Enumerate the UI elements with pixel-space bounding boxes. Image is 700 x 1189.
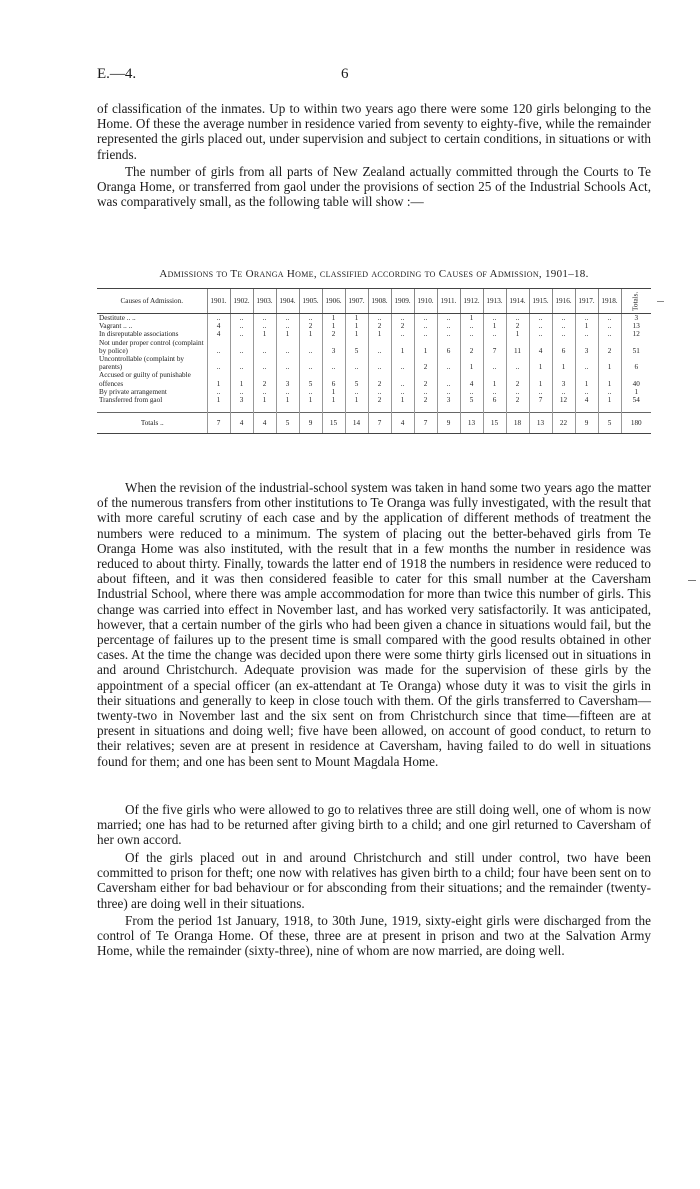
- year-total-cell: 13: [529, 413, 552, 434]
- value-cell: 6: [552, 339, 575, 355]
- value-cell: ..: [391, 314, 414, 323]
- value-cell: 1: [529, 371, 552, 387]
- value-cell: 5: [345, 371, 368, 387]
- value-cell: ..: [207, 339, 230, 355]
- year-column-header: 1908.: [368, 289, 391, 314]
- year-column-header: 1913.: [483, 289, 506, 314]
- value-cell: 1: [299, 396, 322, 404]
- year-total-cell: 9: [575, 413, 598, 434]
- value-cell: ..: [253, 314, 276, 323]
- year-total-cell: 9: [437, 413, 460, 434]
- year-total-cell: 7: [207, 413, 230, 434]
- value-cell: 1: [207, 371, 230, 387]
- value-cell: ..: [437, 388, 460, 396]
- value-cell: 4: [207, 322, 230, 330]
- value-cell: 1: [322, 314, 345, 323]
- value-cell: ..: [207, 388, 230, 396]
- value-cell: ..: [598, 314, 621, 323]
- value-cell: ..: [460, 388, 483, 396]
- value-cell: 1: [598, 355, 621, 371]
- value-cell: 1: [575, 322, 598, 330]
- value-cell: 2: [506, 371, 529, 387]
- value-cell: ..: [253, 355, 276, 371]
- totals-row: [97, 413, 651, 434]
- value-cell: ..: [529, 322, 552, 330]
- year-total-cell: 7: [368, 413, 391, 434]
- value-cell: ..: [276, 314, 299, 323]
- row-total-cell: 3: [621, 314, 651, 323]
- value-cell: ..: [575, 355, 598, 371]
- value-cell: 12: [552, 396, 575, 404]
- value-cell: ..: [552, 330, 575, 338]
- value-cell: ..: [414, 314, 437, 323]
- value-cell: ..: [368, 388, 391, 396]
- value-cell: ..: [345, 388, 368, 396]
- value-cell: ..: [575, 314, 598, 323]
- table-caption: Admissions to Te Oranga Home, classified according to Causes of Admission, 1901–18.: [159, 268, 589, 280]
- cause-cell: Destitute .. ..: [99, 314, 136, 322]
- year-total-cell: 18: [506, 413, 529, 434]
- cause-cell: Not under proper control (complaint by police): [99, 338, 204, 355]
- value-cell: ..: [299, 388, 322, 396]
- value-cell: 5: [299, 371, 322, 387]
- value-cell: 6: [322, 371, 345, 387]
- paragraph-classification: of classification of the inmates. Up to within two years ago there were some 120 girls belonging to the Home. Of these the average number in residence varied from seventy to eighty-five, while the remainder represented the girls placed out, under supervision and subject to certain conditions, in situations or with friends.: [97, 101, 651, 162]
- value-cell: ..: [230, 355, 253, 371]
- year-column-header: 1916.: [552, 289, 575, 314]
- value-cell: ..: [253, 322, 276, 330]
- value-cell: 1: [391, 339, 414, 355]
- value-cell: 2: [391, 322, 414, 330]
- table-spacer-row: [97, 404, 651, 413]
- value-cell: 3: [437, 396, 460, 404]
- value-cell: ..: [414, 388, 437, 396]
- value-cell: 1: [345, 314, 368, 323]
- paragraph-revision: When the revision of the industrial-school system was taken in hand some two years ago the matter of the numerous transfers from other institutions to Te Oranga was fully investigated, with the result that with more careful scrutiny of each case and by the application of different methods of treatment the numbers were reduced to a minimum. The system of placing out the better-behaved girls from Te Oranga Home was also instituted, with the result that in a few months the number in residence was reduced to about thirty. Finally, towards the latter end of 1918 the numbers in residence were reduced to about fifteen, and it was then considered feasible to cater for this small number at the Caversham Industrial School, where there was ample accommodation for more than twice this number of girls. This change was carried into effect in November last, and has worked very satisfactorily. It was anticipated, however, that a certain number of the girls who had been given a chance in situations would fail, but the percentage of failures up to the present time is small compared with the good results obtained in other cases. At the time the change was decided upon there were some thirty girls licensed out in situations in and around Christchurch. Adequate provision was made for the supervision of these girls by the appointment of a special officer (an ex-attendant at Te Oranga) whose duty it was to visit the girls in their situations and generally to keep in close touch with them. Of the girls transferred to Caversham—twenty-two in November last and the six sent on from Christchurch since that time—fifteen are at present in situations and doing well; five have been allowed, on account of good conduct, to return to their relatives; seven are at present in residence at Caversham, having failed to do well in situations found for them; and one has been sent to Mount Magdala Home.: [97, 480, 651, 769]
- value-cell: 4: [207, 330, 230, 338]
- value-cell: 1: [253, 396, 276, 404]
- value-cell: ..: [437, 330, 460, 338]
- value-cell: 7: [483, 339, 506, 355]
- value-cell: 1: [345, 396, 368, 404]
- value-cell: 3: [552, 371, 575, 387]
- value-cell: ..: [414, 322, 437, 330]
- paragraph-committed-girls: The number of girls from all parts of New Zealand actually committed through the Courts to Te Oranga Home, or transferred from gaol under the provisions of section 25 of the Industrial Schools Act, was comparatively small, as the following table will show :—: [97, 164, 651, 210]
- cause-cell: Uncontrollable (complaint by parents): [99, 355, 185, 372]
- year-column-header: 1917.: [575, 289, 598, 314]
- year-column-header: 1911.: [437, 289, 460, 314]
- year-column-header: 1907.: [345, 289, 368, 314]
- year-column-header: 1910.: [414, 289, 437, 314]
- value-cell: 1: [276, 396, 299, 404]
- value-cell: ..: [322, 355, 345, 371]
- value-cell: ..: [437, 322, 460, 330]
- value-cell: ..: [391, 388, 414, 396]
- value-cell: ..: [253, 388, 276, 396]
- value-cell: ..: [368, 355, 391, 371]
- value-cell: ..: [575, 330, 598, 338]
- value-cell: 1: [230, 371, 253, 387]
- page-number: 6: [341, 66, 349, 82]
- value-cell: ..: [437, 371, 460, 387]
- year-column-header: 1901.: [207, 289, 230, 314]
- value-cell: 2: [368, 322, 391, 330]
- value-cell: 6: [437, 339, 460, 355]
- value-cell: 2: [322, 330, 345, 338]
- value-cell: ..: [598, 330, 621, 338]
- value-cell: 1: [322, 388, 345, 396]
- value-cell: ..: [529, 388, 552, 396]
- year-total-cell: 9: [299, 413, 322, 434]
- value-cell: ..: [391, 371, 414, 387]
- value-cell: 11: [506, 339, 529, 355]
- value-cell: ..: [368, 314, 391, 323]
- cause-cell: Accused or guilty of punishable offences: [99, 371, 191, 388]
- paragraph-christchurch: Of the girls placed out in and around Christchurch and still under control, two have been committed to prison for theft; one now with relatives has given birth to a child; four have been sent on to Caversham either for bad behaviour or for absconding from their situations; and the remainder (twenty-three) are doing well in their situations.: [97, 850, 651, 911]
- value-cell: ..: [299, 314, 322, 323]
- value-cell: ..: [230, 339, 253, 355]
- value-cell: 2: [460, 339, 483, 355]
- year-column-header: 1914.: [506, 289, 529, 314]
- value-cell: 3: [575, 339, 598, 355]
- value-cell: ..: [276, 322, 299, 330]
- year-total-cell: 5: [276, 413, 299, 434]
- table-row: [97, 322, 651, 330]
- value-cell: 1: [575, 371, 598, 387]
- value-cell: 1: [483, 322, 506, 330]
- value-cell: 2: [414, 371, 437, 387]
- value-cell: 1: [345, 322, 368, 330]
- value-cell: ..: [598, 322, 621, 330]
- value-cell: 4: [529, 339, 552, 355]
- value-cell: ..: [552, 388, 575, 396]
- year-column-header: 1903.: [253, 289, 276, 314]
- document-reference: E.—4.: [97, 66, 137, 82]
- year-column-header: 1912.: [460, 289, 483, 314]
- value-cell: ..: [299, 339, 322, 355]
- year-total-cell: 15: [322, 413, 345, 434]
- table-row: [97, 330, 651, 338]
- row-total-cell: 51: [621, 339, 651, 355]
- value-cell: ..: [414, 330, 437, 338]
- value-cell: 3: [276, 371, 299, 387]
- value-cell: ..: [276, 355, 299, 371]
- value-cell: ..: [460, 330, 483, 338]
- value-cell: ..: [529, 314, 552, 323]
- value-cell: 5: [460, 396, 483, 404]
- value-cell: ..: [299, 355, 322, 371]
- value-cell: 1: [460, 314, 483, 323]
- value-cell: ..: [483, 314, 506, 323]
- value-cell: 1: [529, 355, 552, 371]
- value-cell: ..: [391, 330, 414, 338]
- totals-label: Totals ..: [97, 413, 207, 434]
- cause-cell: Transferred from gaol: [99, 396, 163, 405]
- value-cell: ..: [575, 388, 598, 396]
- year-column-header: 1909.: [391, 289, 414, 314]
- value-cell: ..: [391, 355, 414, 371]
- table-row: [97, 388, 651, 396]
- value-cell: 1: [598, 396, 621, 404]
- value-cell: ..: [230, 388, 253, 396]
- year-total-cell: 7: [414, 413, 437, 434]
- year-total-cell: 5: [598, 413, 621, 434]
- value-cell: ..: [437, 355, 460, 371]
- value-cell: 1: [299, 330, 322, 338]
- value-cell: 5: [345, 339, 368, 355]
- year-total-cell: 15: [483, 413, 506, 434]
- table-row: [97, 314, 651, 323]
- value-cell: 1: [506, 330, 529, 338]
- year-total-cell: 22: [552, 413, 575, 434]
- value-cell: ..: [598, 388, 621, 396]
- value-cell: ..: [506, 314, 529, 323]
- value-cell: ..: [345, 355, 368, 371]
- cause-cell: By private arrangement: [99, 387, 167, 396]
- value-cell: ..: [460, 322, 483, 330]
- value-cell: ..: [368, 339, 391, 355]
- value-cell: 1: [414, 339, 437, 355]
- value-cell: 2: [506, 396, 529, 404]
- year-column-header: 1902.: [230, 289, 253, 314]
- value-cell: 1: [483, 371, 506, 387]
- year-total-cell: 14: [345, 413, 368, 434]
- value-cell: ..: [552, 314, 575, 323]
- cause-cell: Vagrant .. ..: [99, 322, 133, 331]
- year-column-header: 1905.: [299, 289, 322, 314]
- value-cell: 2: [368, 396, 391, 404]
- paragraph-discharged: From the period 1st January, 1918, to 30th June, 1919, sixty-eight girls were discharged from the control of Te Oranga Home. Of these, three are at present in prison and two at the Salvation Army Home, while the remainder (sixty-three), nine of whom are now married, are doing well.: [97, 913, 651, 959]
- margin-mark: [688, 580, 696, 581]
- value-cell: 1: [322, 322, 345, 330]
- row-total-cell: 13: [621, 322, 651, 330]
- row-total-cell: 1: [621, 388, 651, 396]
- year-total-cell: 4: [253, 413, 276, 434]
- value-cell: 4: [575, 396, 598, 404]
- margin-mark: [657, 301, 664, 302]
- value-cell: 2: [506, 322, 529, 330]
- row-total-cell: 6: [621, 355, 651, 371]
- value-cell: ..: [230, 330, 253, 338]
- value-cell: ..: [552, 322, 575, 330]
- value-cell: ..: [483, 330, 506, 338]
- value-cell: 2: [414, 355, 437, 371]
- value-cell: ..: [207, 314, 230, 323]
- year-total-cell: 13: [460, 413, 483, 434]
- value-cell: 4: [460, 371, 483, 387]
- value-cell: 2: [414, 396, 437, 404]
- value-cell: 1: [253, 330, 276, 338]
- value-cell: 2: [299, 322, 322, 330]
- value-cell: 1: [345, 330, 368, 338]
- value-cell: 2: [598, 339, 621, 355]
- value-cell: 3: [230, 396, 253, 404]
- value-cell: ..: [276, 339, 299, 355]
- value-cell: ..: [483, 355, 506, 371]
- row-total-cell: 12: [621, 330, 651, 338]
- value-cell: 1: [207, 396, 230, 404]
- cause-cell: In disreputable associations: [99, 330, 179, 339]
- value-cell: ..: [276, 388, 299, 396]
- value-cell: ..: [230, 314, 253, 323]
- value-cell: ..: [230, 322, 253, 330]
- paragraph-relatives: Of the five girls who were allowed to go to relatives three are still doing well, one of whom is now married; one has had to be returned after giving birth to a child; and one girl returned to Caversham of her own accord.: [97, 802, 651, 848]
- value-cell: 1: [276, 330, 299, 338]
- value-cell: ..: [529, 330, 552, 338]
- row-total-cell: 40: [621, 371, 651, 387]
- year-column-header: 1906.: [322, 289, 345, 314]
- value-cell: ..: [483, 388, 506, 396]
- value-cell: 2: [253, 371, 276, 387]
- value-cell: 1: [368, 330, 391, 338]
- value-cell: 2: [368, 371, 391, 387]
- totals-column-header: Totals.: [621, 289, 651, 314]
- value-cell: 1: [552, 355, 575, 371]
- value-cell: 7: [529, 396, 552, 404]
- year-total-cell: 4: [391, 413, 414, 434]
- table-row: [97, 371, 651, 387]
- grand-total-cell: 180: [621, 413, 651, 434]
- cause-column-header: Causes of Admission.: [97, 289, 207, 314]
- value-cell: ..: [253, 339, 276, 355]
- row-total-cell: 54: [621, 396, 651, 404]
- year-total-cell: 4: [230, 413, 253, 434]
- year-column-header: 1915.: [529, 289, 552, 314]
- value-cell: 1: [460, 355, 483, 371]
- table-row: [97, 396, 651, 404]
- value-cell: 6: [483, 396, 506, 404]
- value-cell: 1: [391, 396, 414, 404]
- table-row: [97, 339, 651, 355]
- value-cell: ..: [207, 355, 230, 371]
- admissions-table: [97, 288, 651, 434]
- value-cell: 1: [322, 396, 345, 404]
- value-cell: 1: [598, 371, 621, 387]
- value-cell: ..: [437, 314, 460, 323]
- page-header: [97, 66, 655, 86]
- value-cell: ..: [506, 388, 529, 396]
- year-column-header: 1918.: [598, 289, 621, 314]
- year-column-header: 1904.: [276, 289, 299, 314]
- value-cell: ..: [506, 355, 529, 371]
- value-cell: 3: [322, 339, 345, 355]
- table-row: [97, 355, 651, 371]
